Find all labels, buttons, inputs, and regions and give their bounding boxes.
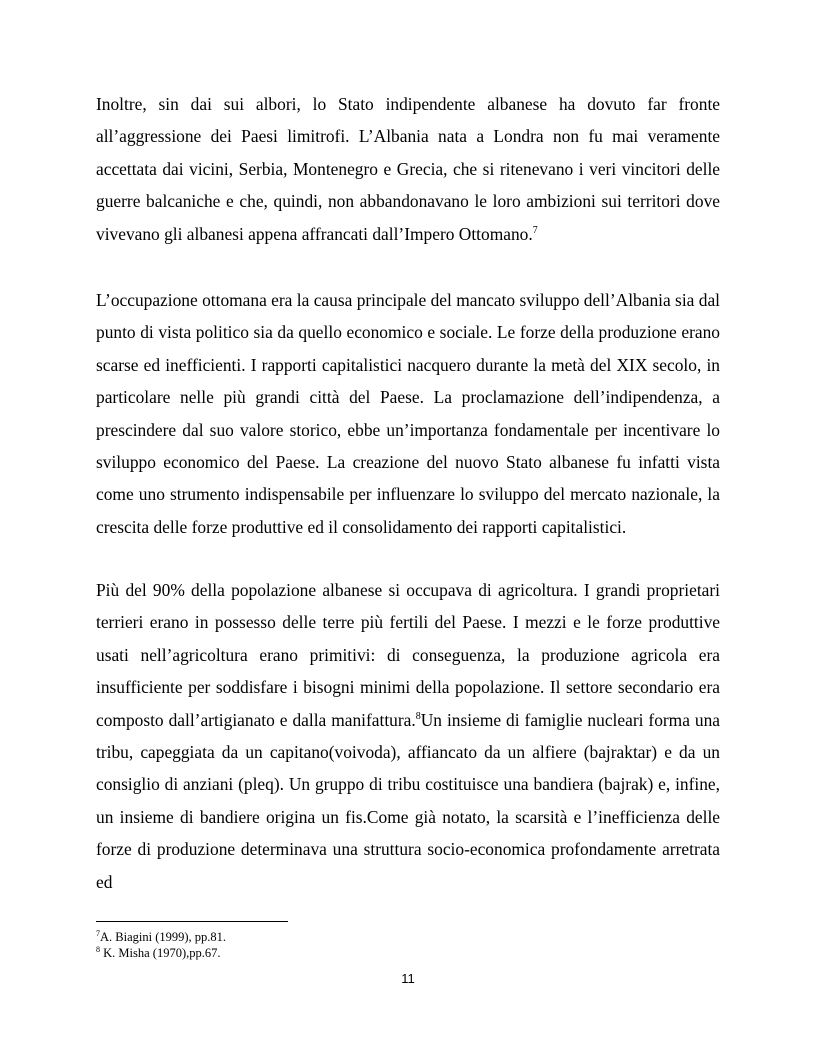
paragraph-1-text: Inoltre, sin dai sui albori, lo Stato indipendente albanese ha dovuto far fronte all’aggressione dei Paesi limitrofi. L’Albania nata a Londra non fu mai veramente accettata dai vicini, Serbia, Montenegro e Grecia, che si ritenevano i veri vincitori delle guerre balcaniche e che, quindi, non abbandonavano le loro ambizioni sui territori dove vivevano gli albanesi appena affrancati dall’Impero Ottomano.	[96, 94, 720, 244]
footnote-7-text: A. Biagini (1999), pp.81.	[100, 930, 227, 944]
paragraph-2	[96, 284, 720, 543]
footnote-8	[96, 945, 596, 961]
paragraph-1	[96, 88, 720, 250]
footnote-ref-7: 7	[532, 224, 538, 236]
paragraph-3-text-before-ref: Più del 90% della popolazione albanese si occupava di agricoltura. I grandi proprietari terrieri erano in possesso delle terre più fertili del Paese. I mezzi e le forze produttive usati nell’agricoltura erano primitivi: di conseguenza, la produzione agricola era insufficiente per soddisfare i bisogni minimi della popolazione. Il settore secondario era composto dall’artigianato e dalla manifattura.	[96, 580, 720, 730]
footnote-8-text: K. Misha (1970),pp.67.	[100, 946, 221, 960]
footnote-number-7: 7	[96, 929, 100, 938]
page-number: 11	[401, 971, 415, 986]
paragraph-2-text: L’occupazione ottomana era la causa principale del mancato sviluppo dell’Albania sia dal punto di vista politico sia da quello economico e sociale. Le forze della produzione erano scarse ed inefficienti. I rapporti capitalistici nacquero durante la metà del XIX secolo, in particolare nelle più grandi città del Paese. La proclamazione dell’indipendenza, a prescindere dal suo valore storico, ebbe un’importanza fondamentale per incentivare lo sviluppo economico del Paese. La creazione del nuovo Stato albanese fu infatti vista come uno strumento indispensabile per influenzare lo sviluppo del mercato nazionale, la crescita delle forze produttive ed il consolidamento dei rapporti capitalistici.	[96, 290, 720, 537]
footnote-number-8: 8	[96, 945, 100, 954]
footnote-7	[96, 929, 596, 945]
paragraph-3-text-after-ref: Un insieme di famiglie nucleari forma una tribu, capeggiata da un capitano(voivoda), affiancato da un alfiere (bajraktar) e da un consiglio di anziani (pleq). Un gruppo di tribu costituisce una bandiera (bajrak) e, infine, un insieme di bandiere origina un fis.Come già notato, la scarsità e l’inefficienza delle forze di produzione determinava una struttura socio-economica profondamente arretrata ed	[96, 709, 721, 892]
paragraph-3	[96, 574, 720, 898]
footnote-ref-8: 8	[415, 710, 421, 722]
footnote-separator	[96, 921, 288, 922]
